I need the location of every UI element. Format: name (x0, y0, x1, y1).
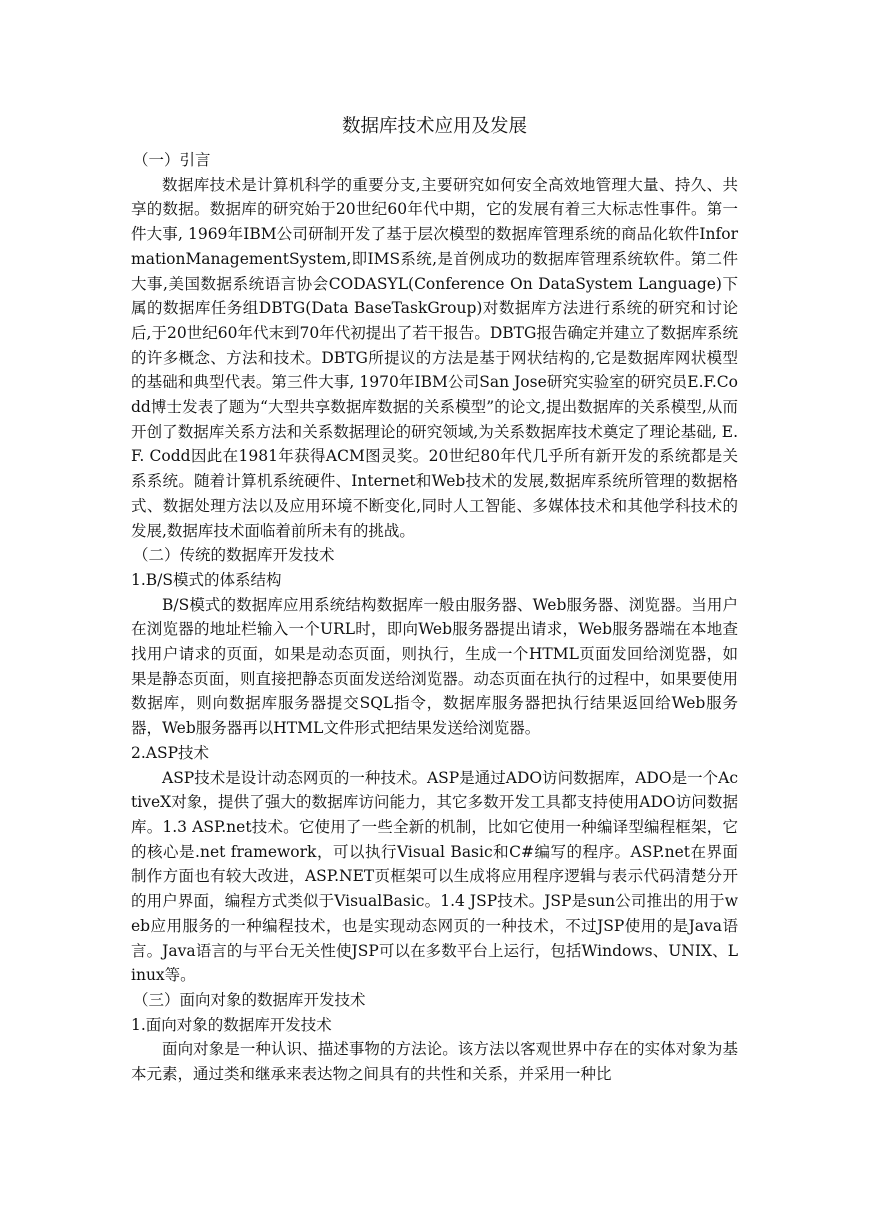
section-heading-traditional: （二）传统的数据库开发技术 (133, 546, 335, 565)
subsection-heading-bs: 1.B/S模式的体系结构 (131, 570, 282, 589)
section-heading-intro: （一）引言 (133, 151, 211, 169)
paragraph-asp: ASP技术是设计动态网页的一种技术。ASP是通过ADO访问数据库，ADO是一个ActiveX对象，提供了强大的数据库访问能力，其它多数开发工具都支持使用ADO访问数据库。1.3 ASP.net技术。它使用了一些全新的机制，比如它使用一种编译型编程框架，它的核心是.net framework，可以执行Visual Basic和C#编写的程序。ASP.net在界面制作方面也有较大改进，ASP.NET页框架可以生成将应用程序逻辑与表示代码清楚分开的用户界面，编程方式类似于VisualBasic。1.4 JSP技术。JSP是sun公司推出的用于web应用服务的一种编程技术，也是实现动态网页的一种技术，不过JSP使用的是Java语言。Java语言的与平台无关性使JSP可以在多数平台上运行，包括Windows、UNIX、Linux等。 (131, 768, 738, 985)
paragraph-oo: 面向对象是一种认识、描述事物的方法论。该方法以客观世界中存在的实体对象为基本元素，通过类和继承来表达物之间具有的共性和关系，并采用一种比 (131, 1040, 738, 1084)
section-heading-oo: （三）面向对象的数据库开发技术 (133, 990, 366, 1009)
paragraph-bs: B/S模式的数据库应用系统结构数据库一般由服务器、Web服务器、浏览器。当用户在浏览器的地址栏输入一个URL时，即向Web服务器提出请求，Web服务器端在本地查找用户请求的页面，如果是动态页面，则执行，生成一个HTML页面发回给浏览器，如果是静态页面，则直接把静态页面发送给浏览器。动态页面在执行的过程中，如果要使用数据库，则向数据库服务器提交SQL指令，数据库服务器把执行结果返回给Web服务器，Web服务器再以HTML文件形式把结果发送给浏览器。 (131, 595, 738, 738)
subsection-heading-oo: 1.面向对象的数据库开发技术 (131, 1015, 332, 1034)
document-title: 数据库技术应用及发展 (341, 116, 527, 137)
document-page (131, 112, 738, 1087)
subsection-heading-asp: 2.ASP技术 (131, 743, 210, 762)
document-body (131, 148, 738, 1087)
paragraph-intro: 数据库技术是计算机科学的重要分支,主要研究如何安全高效地管理大量、持久、共享的数据。数据库的研究始于20世纪60年代中期，它的发展有着三大标志性事件。第一件大事, 1969年IBM公司研制开发了基于层次模型的数据库管理系统的商品化软件InformationManagementSystem,即IMS系统,是首例成功的数据库管理系统软件。第二件大事,美国数据系统语言协会CODASYL(Conference On DataSystem Language)下属的数据库任务组DBTG(Data BaseTaskGroup)对数据库方法进行系统的研究和讨论后,于20世纪60年代末到70年代初提出了若干报告。DBTG报告确定并建立了数据库系统的许多概念、方法和技术。DBTG所提议的方法是基于网状结构的,它是数据库网状模型的基础和典型代表。第三件大事, 1970年IBM公司San Jose研究实验室的研究员E.F.Codd博士发表了题为“大型共享数据库数据的关系模型”的论文,提出数据库的关系模型,从而开创了数据库关系方法和关系数据理论的研究领域,为关系数据库技术奠定了理论基础, E. F. Codd因此在1981年获得ACM图灵奖。20世纪80年代几乎所有新开发的系统都是关系系统。随着计算机系统硬件、Internet和Web技术的发展,数据库系统所管理的数据格式、数据处理方法以及应用环境不断变化,同时人工智能、多媒体技术和其他学科技术的发展,数据库技术面临着前所未有的挑战。 (131, 175, 738, 540)
